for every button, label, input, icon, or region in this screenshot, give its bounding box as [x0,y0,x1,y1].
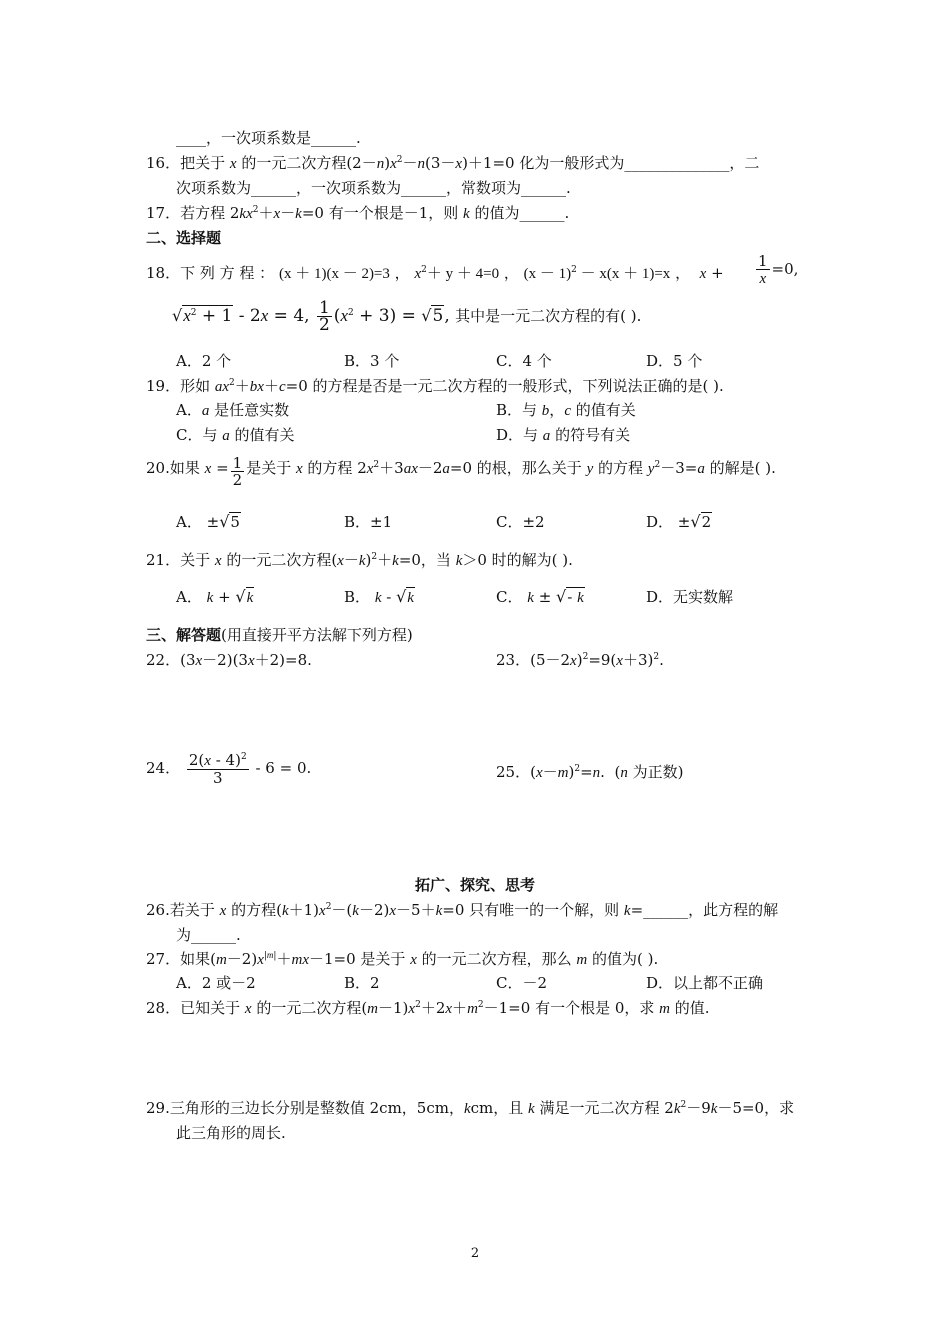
question-17: 17．若方程 $2kx^2+x-k=0$ 有一个根是－1，则 k 的值为______. [146,204,570,222]
q19-option-d: D．与 a 的符号有关 [496,426,631,444]
q18-option-b: B．3 个 [344,352,400,370]
q18-option-a: A．2 个 [176,352,232,370]
question-27: 27．如果$(m-2)x^{|m|}+mx-1=0$ 是关于 x 的一元二次方程，那么 m 的值为( ). [146,950,659,968]
question-23: 23．$(5-2x)^2=9(x+3)^2$. [496,651,664,669]
q27-option-d: D．以上都不正确 [646,974,764,992]
q19-option-b: B．与 b，c 的值有关 [496,401,636,419]
question-22: 22．(3x－2)(3x＋2)=8. [146,651,312,669]
section-title-choice: 二、选择题 [146,229,222,247]
q21-option-c: C． k ± √- k [496,587,584,606]
question-24: 24． $\frac{2(x - 4)^2}{3}$ - 6 = 0. [146,751,312,787]
question-28: 28．已知关于 x 的一元二次方程$(m-1)x^2+2x+m^2-1=0$ 有一个根是 0，求 m 的值. [146,999,710,1017]
question-19: 19．形如 $ax^2+bx+c=0$ 的方程是否是一元二次方程的一般形式，下列说法正确的是( ). [146,377,724,395]
question-26-line2: 为______. [176,926,241,944]
q20-option-a: A． ±√5 [176,512,240,531]
q20-option-d: D． ±√2 [646,512,712,531]
question-20: 20.如果 x = $\frac{1}{2}$ 是关于 x 的方程 $2x^2+3ax-2a=0$ 的根，那么关于 y 的方程 $y^2-3=a$ 的解是( ). [146,454,776,489]
question-26: 26.若关于 x 的方程$(k+1)x^2-(k-2)x-5+k=0$ 只有唯一的一个解，则 k=______，此方程的解 [146,901,779,919]
page-number: 2 [470,1246,480,1261]
q18-option-c: C．4 个 [496,352,552,370]
q21-option-a: A． k + √k [176,587,254,606]
q20-option-b: B．±1 [344,513,393,531]
q19-option-c: C．与 a 的值有关 [176,426,295,444]
section-title-solve: 三、解答题(用直接开平方法解下列方程) [146,626,413,644]
question-29: 29.三角形的三边长分别是整数值 2cm，5cm，kcm，且 k 满足一元二次方程 $2k^2-9k-5=0$，求 [146,1099,795,1117]
question-18: 18．下 列 方 程 ： (x ＋ 1)(x － 2)=3 ， $x^2+ y + 4=0$ ， $(x - 1)^2 - x(x + 1)=x$ ， x + [146,264,724,282]
q18-option-d: D．5 个 [646,352,703,370]
question-25: 25．$(x-m)^2=n$. (n 为正数) [496,763,684,781]
question-21: 21．关于 x 的一元二次方程$(x-k)^2+k=0$，当 k＞0 时的解为( ). [146,551,573,569]
q20-option-c: C．±2 [496,513,545,531]
q18-fraction-1-over-x: $\frac{1}{x}$ =0, [758,252,799,287]
question-16: 16．把关于 x 的一元二次方程$(2-n)x^2-n(3-x)+1=0$ 化为一般形式为______________，二 [146,154,760,172]
q27-option-a: A．2 或－2 [176,974,256,992]
extension-section-title: 拓广、探究、思考 [414,876,535,894]
q27-option-c: C．－2 [496,974,548,992]
q21-option-d: D．无实数解 [646,588,734,606]
question-29-line2: 此三角形的周长. [176,1124,286,1142]
q15-tail: ____，一次项系数是______. [176,129,361,147]
question-16-line2: 次项系数为______，一次项系数为______，常数项为______. [176,179,571,197]
q21-option-b: B． k - √k [344,587,414,606]
q27-option-b: B．2 [344,974,380,992]
q18-line2-equations: $√x^2 + 1 - 2x = 4$, $\frac{1}{2}$ $(x^2 + 3) = √5$, 其中是一元二次方程的有( ). [172,298,642,335]
q19-option-a: A．a 是任意实数 [176,401,290,419]
